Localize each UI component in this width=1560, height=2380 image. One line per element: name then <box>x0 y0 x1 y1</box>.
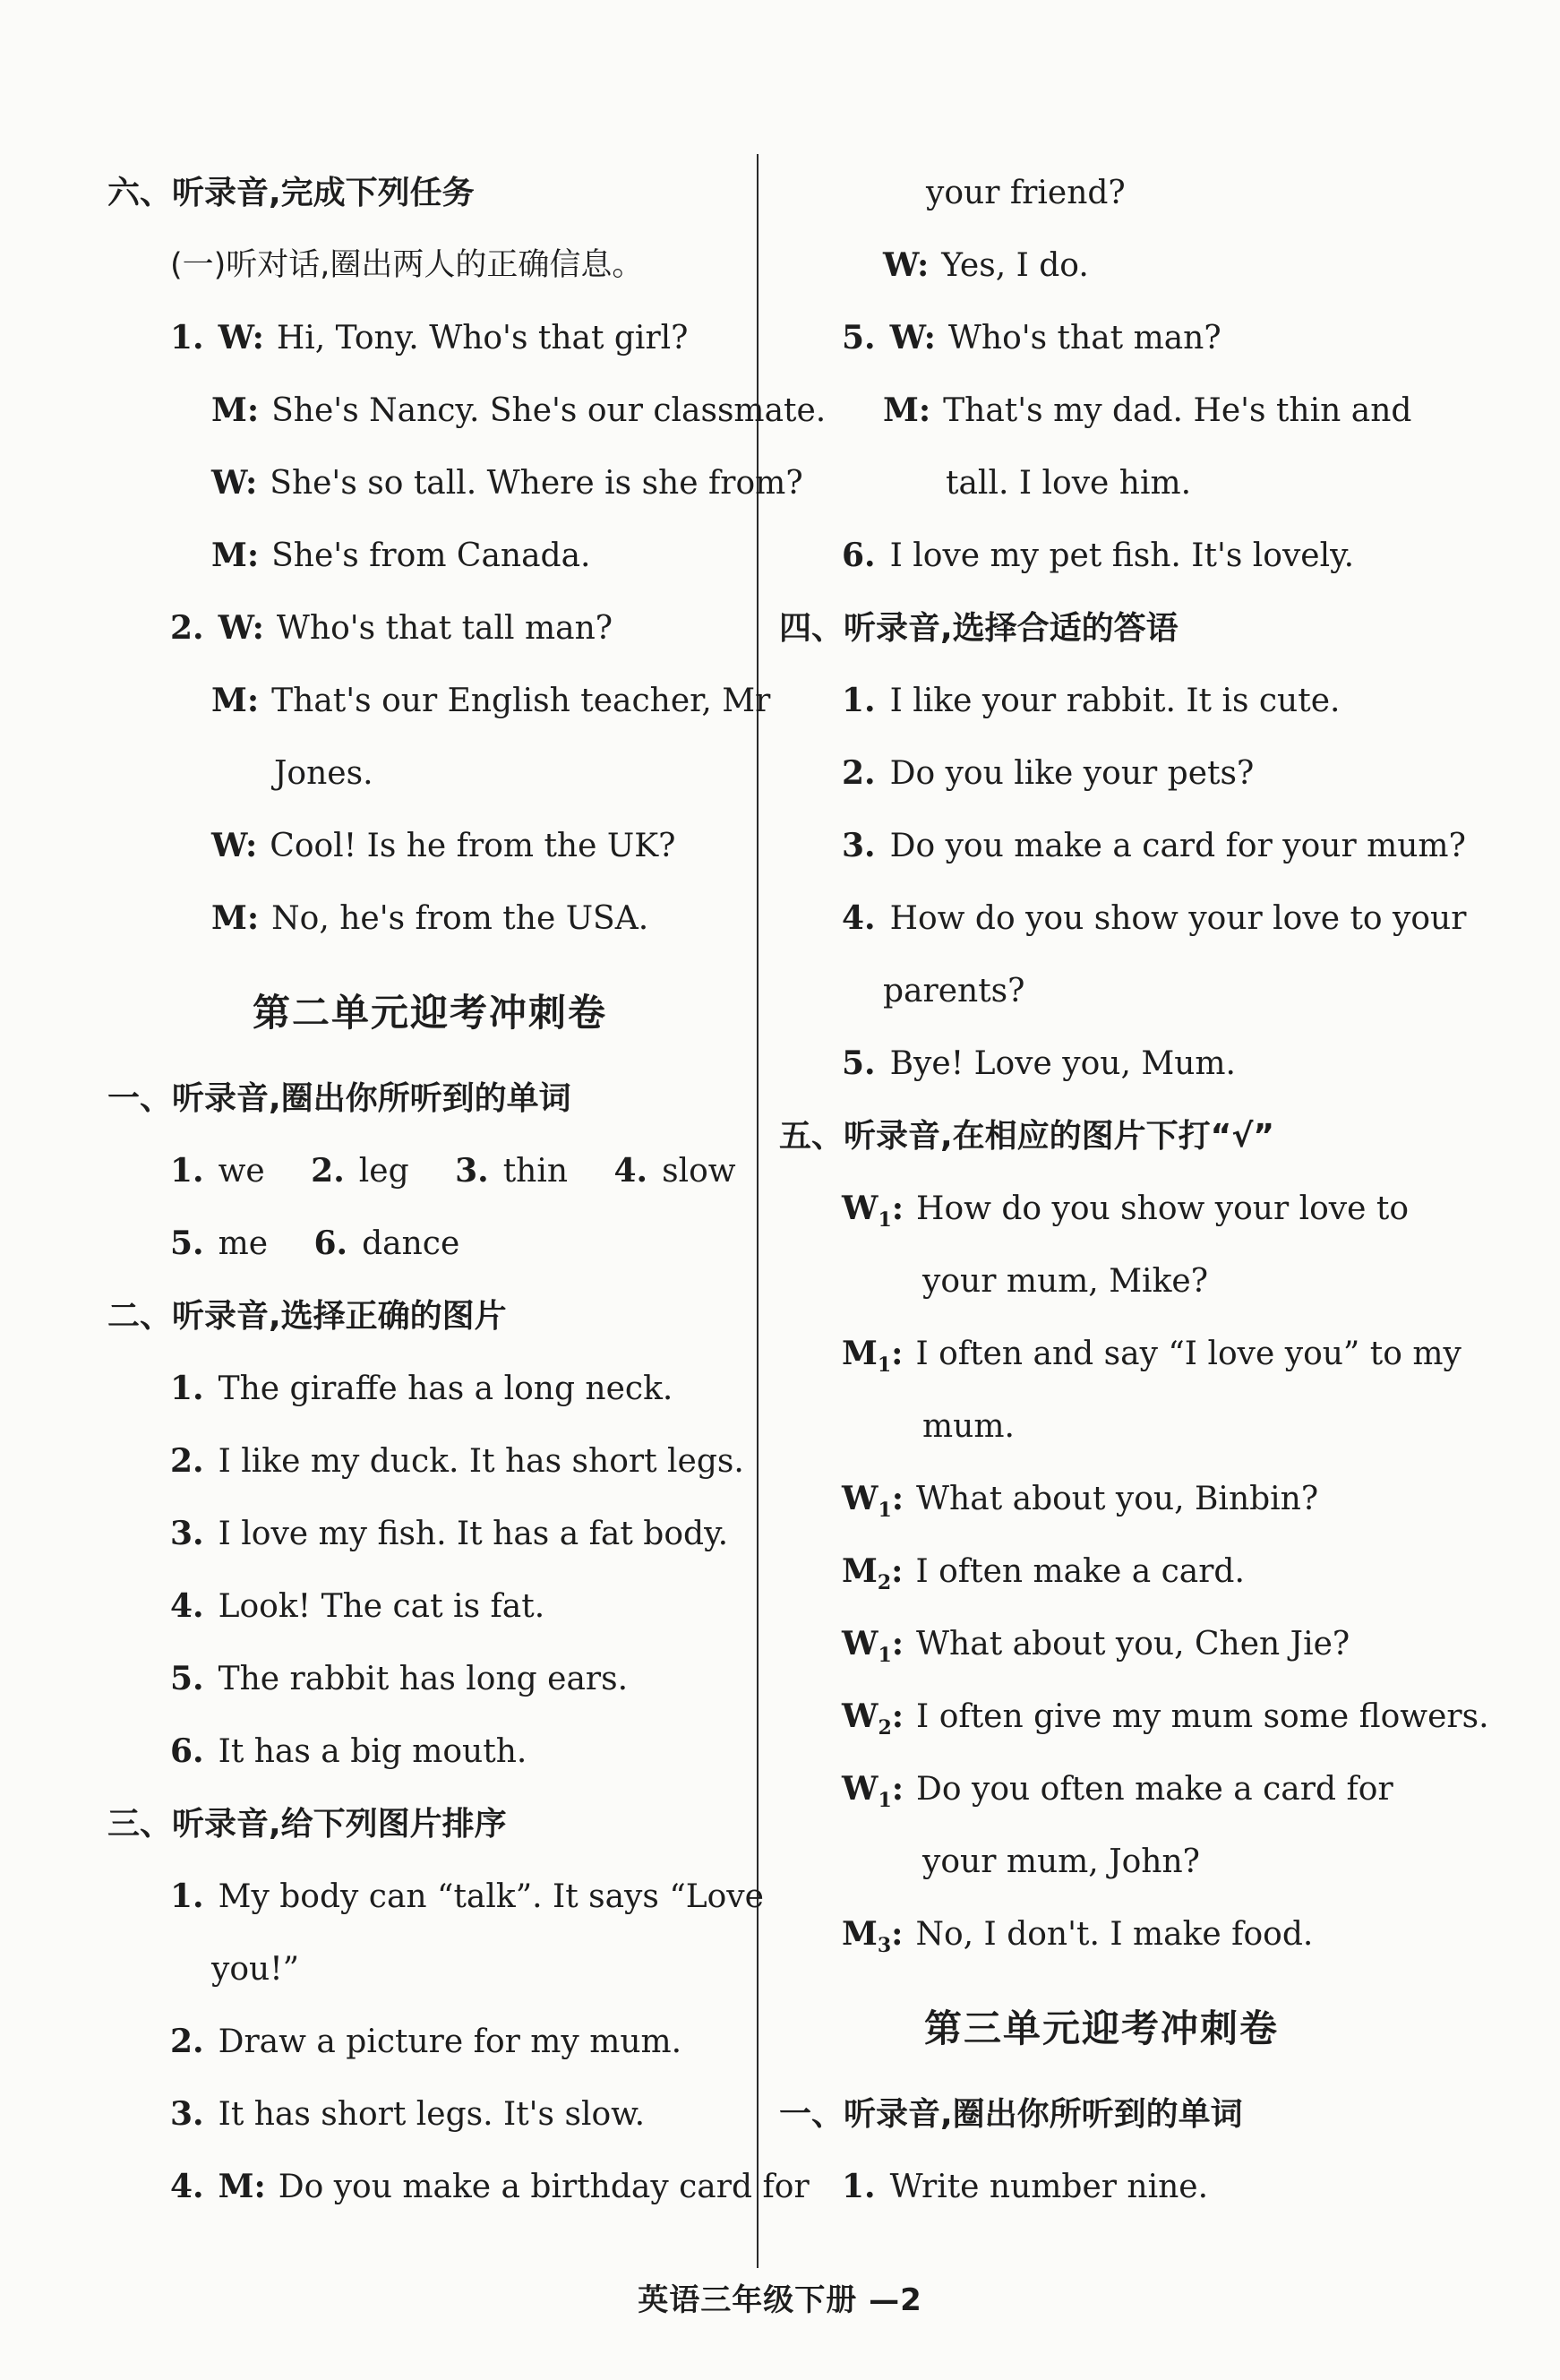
list-item: 6. It has a big mouth. <box>170 1732 527 1770</box>
list-item: 1. The giraffe has a long neck. <box>170 1370 673 1407</box>
section-title: 一、听录音,圈出你所听到的单词 <box>107 1080 571 1117</box>
list-item: 4. M: Do you make a birthday card for <box>170 2168 810 2205</box>
dialog-line: $W_1$: What about you, Chen Jie? <box>842 1625 1350 1668</box>
list-item: 3. It has short legs. It's slow. <box>170 2095 646 2133</box>
dialog-line: your mum, John? <box>922 1843 1200 1880</box>
unit-title: 第三单元迎考冲刺卷 <box>923 2006 1279 2050</box>
dialog-line: $W_1$: Do you often make a card for <box>842 1770 1393 1813</box>
dialog-line: M: She's from Canada. <box>211 537 591 574</box>
list-item: 3. Do you make a card for your mum? <box>842 827 1466 864</box>
list-item: 2. Draw a picture for my mum. <box>170 2023 682 2060</box>
list-item: you!” <box>211 1951 300 1988</box>
section-title: 三、听录音,给下列图片排序 <box>107 1806 507 1843</box>
dialog-line: M: That's our English teacher, Mr <box>211 682 771 719</box>
section-title: 一、听录音,圈出你所听到的单词 <box>779 2096 1243 2133</box>
dialog-line: tall. I love him. <box>946 465 1192 502</box>
list-item: 4. Look! The cat is fat. <box>170 1587 545 1625</box>
list-item: 3. I love my fish. It has a fat body. <box>170 1515 729 1552</box>
list-item: 1. My body can “talk”. It says “Love <box>170 1877 764 1915</box>
section-title: 四、听录音,选择合适的答语 <box>779 610 1179 647</box>
dialog-line: M: That's my dad. He's thin and <box>883 391 1412 429</box>
list-item: 1. Write number nine. <box>842 2168 1209 2205</box>
unit-title: 第二单元迎考冲刺卷 <box>252 991 607 1035</box>
dialog-line: Jones. <box>274 755 373 792</box>
dialog-line: $M_2$: I often make a card. <box>842 1552 1245 1595</box>
list-item: 4. How do you show your love to your <box>842 899 1467 937</box>
right-column <box>779 157 1489 2223</box>
page-footer: 英语三年级下册 —2 <box>638 2282 922 2318</box>
section-title: 二、听录音,选择正确的图片 <box>107 1298 507 1335</box>
list-item: parents? <box>883 973 1025 1010</box>
section-title: 五、听录音,在相应的图片下打“√” <box>779 1118 1275 1155</box>
dialog-line: 2. W: Who's that tall man? <box>170 609 613 647</box>
word-list: 1. we 2. leg 3. thin 4. slow <box>170 1152 736 1190</box>
dialog-line: your mum, Mike? <box>922 1263 1208 1300</box>
dialog-line: 1. W: Hi, Tony. Who's that girl? <box>170 319 689 357</box>
dialog-line: your friend? <box>926 175 1126 211</box>
dialog-line: W: Cool! Is he from the UK? <box>211 827 676 864</box>
section-title: 六、听录音,完成下列任务 <box>107 175 475 211</box>
list-item: 1. I like your rabbit. It is cute. <box>842 682 1341 719</box>
list-item: 5. Bye! Love you, Mum. <box>842 1044 1236 1082</box>
dialog-line: W: Yes, I do. <box>883 246 1089 284</box>
dialog-line: $M_3$: No, I don't. I make food. <box>842 1915 1314 1958</box>
dialog-line: W: She's so tall. Where is she from? <box>211 464 803 502</box>
dialog-line: M: She's Nancy. She's our classmate. <box>211 391 827 429</box>
subsection-title: (一)听对话,圈出两人的正确信息。 <box>170 247 644 283</box>
dialog-line: 5. W: Who's that man? <box>842 319 1221 357</box>
word-list: 5. me 6. dance <box>170 1224 460 1262</box>
dialog-line: M: No, he's from the USA. <box>211 899 649 937</box>
list-item: 2. Do you like your pets? <box>842 754 1255 792</box>
list-item: 5. The rabbit has long ears. <box>170 1660 629 1697</box>
dialog-line: $W_2$: I often give my mum some flowers. <box>842 1697 1489 1740</box>
list-item: 6. I love my pet fish. It's lovely. <box>842 537 1355 574</box>
dialog-line: mum. <box>922 1408 1015 1445</box>
dialog-line: $W_1$: How do you show your love to <box>842 1190 1410 1233</box>
dialog-line: $M_1$: I often and say “I love you” to my <box>842 1335 1461 1378</box>
dialog-line: $W_1$: What about you, Binbin? <box>842 1480 1319 1523</box>
list-item: 2. I like my duck. It has short legs. <box>170 1442 744 1480</box>
left-column <box>107 157 827 2223</box>
